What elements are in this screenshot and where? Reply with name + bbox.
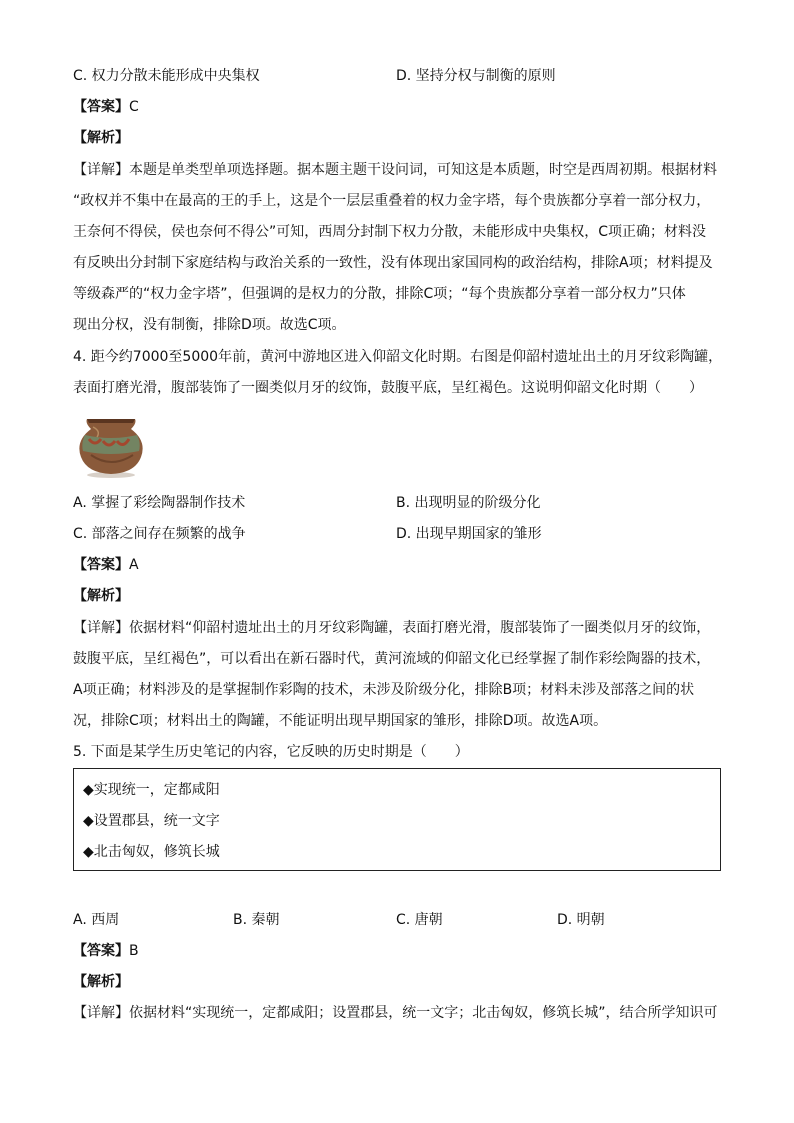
q3-answer-value: C xyxy=(129,99,139,115)
q5-options-row xyxy=(73,910,723,930)
q5-option-c: C. 唐朝 xyxy=(396,912,443,928)
q3-option-d: D. 坚持分权与制衡的原则 xyxy=(396,68,556,84)
note-item: ◆实现统一，定都咸阳 xyxy=(83,782,220,798)
q4-stem xyxy=(73,342,723,404)
q4-option-c: C. 部落之间存在频繁的战争 xyxy=(73,526,246,542)
q5-option-a: A. 西周 xyxy=(73,912,120,928)
q3-detail-line: 王奈何不得侯，侯也奈何不得公”可知，西周分封制下权力分散，未能形成中央集权，C项正确；材料没 xyxy=(73,224,707,240)
note-item: ◆设置郡县，统一文字 xyxy=(83,813,220,829)
q3-detail-line: 现出分权，没有制衡，排除D项。故选C项。 xyxy=(73,317,346,333)
q3-detail-line: 【详解】本题是单类型单项选择题。据本题主题干设问词，可知这是本质题，时空是西周初期。根据材料 xyxy=(73,162,717,178)
q5-answer-label: 【答案】 xyxy=(73,943,129,959)
q3-analysis-label: 【解析】 xyxy=(73,130,129,146)
q4-detail-line: A项正确；材料涉及的是掌握制作彩陶的技术，未涉及阶级分化，排除B项；材料未涉及部落之间的状 xyxy=(73,682,695,698)
q4-options-row-1 xyxy=(73,493,723,513)
q4-option-b: B. 出现明显的阶级分化 xyxy=(396,495,541,511)
q4-option-a: A. 掌握了彩绘陶器制作技术 xyxy=(73,495,246,511)
q5-analysis-label: 【解析】 xyxy=(73,974,129,990)
q5-answer-value: B xyxy=(129,943,139,959)
q4-detail-line: 【详解】依据材料“仰韶村遗址出土的月牙纹彩陶罐，表面打磨光滑，腹部装饰了一圈类似月牙的纹饰， xyxy=(73,620,711,636)
q4-answer xyxy=(73,555,139,575)
q4-analysis-label: 【解析】 xyxy=(73,588,129,604)
q4-detail-line: 况，排除C项；材料出土的陶罐，不能证明出现早期国家的雏形，排除D项。故选A项。 xyxy=(73,713,608,729)
q3-detail-line: “政权并不集中在最高的王的手上，这是个一层层重叠着的权力金字塔，每个贵族都分享着一部分权力， xyxy=(73,193,711,209)
note-item: ◆北击匈奴，修筑长城 xyxy=(83,844,220,860)
q5-option-d: D. 明朝 xyxy=(557,912,605,928)
q5-option-b: B. 秦朝 xyxy=(233,912,280,928)
q4-options-row-2 xyxy=(73,524,723,544)
painted-pottery-jar-image xyxy=(73,411,149,479)
q3-detail-line: 等级森严的“权力金字塔”，但强调的是权力的分散，排除C项；“每个贵族都分享着一部分权力”只体 xyxy=(73,286,686,302)
q4-stem-line: 表面打磨光滑，腹部装饰了一圈类似月牙的纹饰，鼓腹平底，呈红褐色。这说明仰韶文化时期（ ） xyxy=(73,380,703,396)
q4-detail xyxy=(73,613,723,737)
q3-options-row xyxy=(73,66,723,86)
q4-option-d: D. 出现早期国家的雏形 xyxy=(396,526,542,542)
q3-detail xyxy=(73,155,723,341)
q3-answer-label: 【答案】 xyxy=(73,99,129,115)
q3-option-c: C. 权力分散未能形成中央集权 xyxy=(73,68,260,84)
q4-detail-line: 鼓腹平底，呈红褐色”，可以看出在新石器时代，黄河流域的仰韶文化已经掌握了制作彩绘陶器的技术， xyxy=(73,651,711,667)
student-notes-box xyxy=(73,768,721,871)
q3-answer xyxy=(73,97,139,117)
q3-detail-line: 有反映出分封制下家庭结构与政治关系的一致性，没有体现出家国同构的政治结构，排除A项；材料提及 xyxy=(73,255,713,271)
q4-stem-line: 4. 距今约7000至5000年前，黄河中游地区进入仰韶文化时期。右图是仰韶村遗址出土的月牙纹彩陶罐， xyxy=(73,349,723,365)
q5-detail-line: 【详解】依据材料“实现统一，定都咸阳；设置郡县，统一文字；北击匈奴，修筑长城”，结合所学知识可 xyxy=(73,1005,718,1021)
q5-answer xyxy=(73,941,139,961)
q4-answer-label: 【答案】 xyxy=(73,557,129,573)
q4-answer-value: A xyxy=(129,557,139,573)
q5-stem: 5. 下面是某学生历史笔记的内容，它反映的历史时期是（ ） xyxy=(73,744,469,760)
